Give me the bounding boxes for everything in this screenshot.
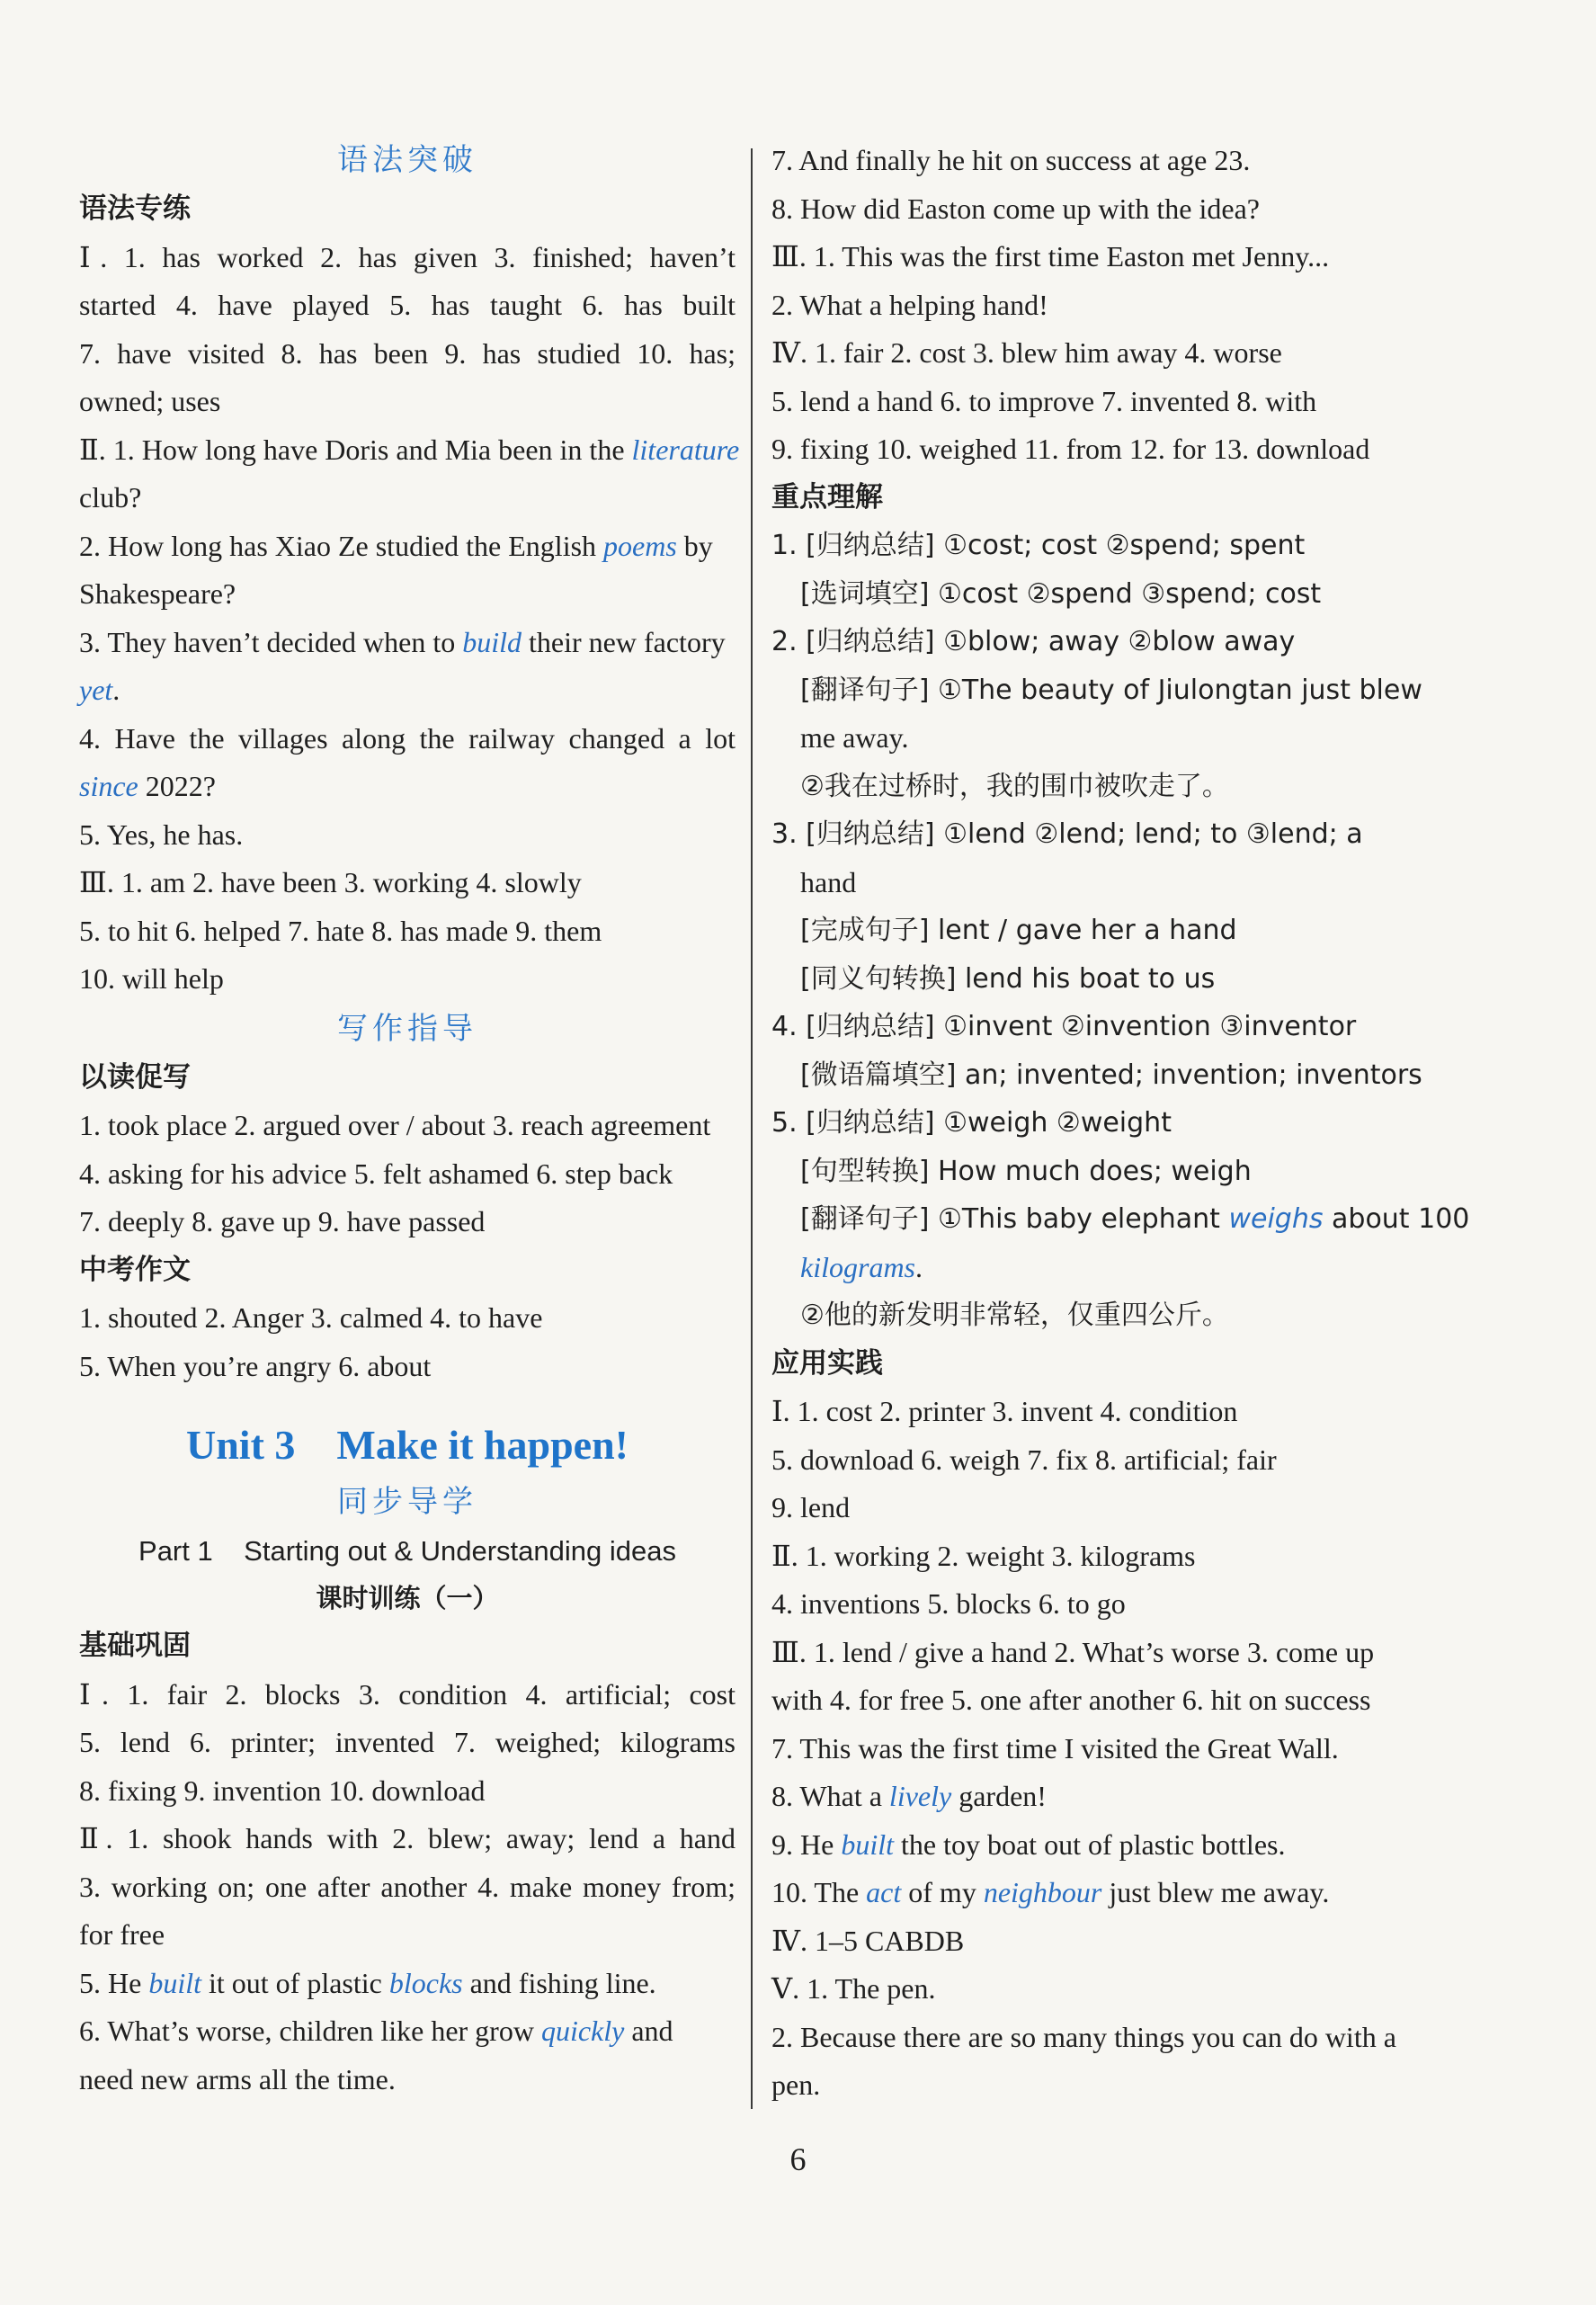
answer-line: [同义句转换] lend his boat to us: [800, 962, 1216, 995]
answer-line: Ⅰ. 1. fair 2. blocks 3. condition 4. artificial; cost: [79, 1677, 736, 1711]
answer-line: 5. download 6. weigh 7. fix 8. artificial; fair: [771, 1443, 1277, 1476]
heading-basic: 基础巩固: [79, 1630, 191, 1662]
unit-title: Unit 3 Make it happen!: [186, 1422, 629, 1468]
answer-line: [选词填空] ①cost ②spend ③spend; cost: [800, 577, 1322, 610]
answer-line: 4. asking for his advice 5. felt ashamed 6. step back: [79, 1157, 673, 1190]
text-fragment: about 100: [1332, 1203, 1470, 1235]
answer-line: owned; uses: [79, 385, 221, 417]
answer-line: 5. to hit 6. helped 7. hate 8. has made 9. them: [79, 914, 602, 947]
answer-line: for free: [79, 1918, 165, 1951]
answer-line: [771, 1244, 1428, 1292]
text-fragment: .: [112, 674, 120, 706]
answer-line: 8. fixing 9. invention 10. download: [79, 1773, 486, 1807]
answer-line: 9. lend: [771, 1491, 851, 1523]
answer-line: 3. working on; one after another 4. make money from;: [79, 1870, 736, 1903]
heading-read-to-write: 以读促写: [79, 1060, 191, 1094]
text-fragment: 10. The: [771, 1876, 860, 1908]
keyword: build: [462, 625, 522, 658]
answer-line: 1. took place 2. argued over / about 3. reach agreement: [79, 1109, 711, 1141]
answer-line: 9. fixing 10. weighed 11. from 12. for 13. download: [771, 433, 1370, 465]
section-title-writing: 写作指导: [337, 1010, 477, 1047]
answer-line: [79, 666, 736, 715]
heading-key-points: 重点理解: [771, 480, 883, 514]
answer-line: Ⅳ. 1–5 CABDB: [771, 1924, 965, 1957]
keyword: act: [866, 1876, 902, 1908]
text-fragment: and fishing line.: [469, 1966, 656, 1999]
heading-grammar-drill: 语法专练: [79, 192, 191, 225]
text-fragment: 8. What a: [771, 1780, 882, 1812]
answer-line: 5. When you’re angry 6. about: [79, 1349, 432, 1382]
answer-line: 1. [归纳总结] ①cost; cost ②spend; spent: [771, 530, 1306, 561]
answer-line: 1. shouted 2. Anger 3. calmed 4. to have: [79, 1301, 543, 1334]
keyword: weighs: [1228, 1203, 1324, 1235]
text-fragment: their new factory: [529, 625, 726, 658]
left-column: [79, 135, 740, 2104]
answer-line: Shakespeare?: [79, 577, 236, 610]
answer-line: 8. How did Easton come up with the idea?: [771, 192, 1260, 225]
text-fragment: of my: [908, 1876, 976, 1908]
answer-line: Ⅱ. 1. shook hands with 2. blew; away; lend a hand: [79, 1822, 736, 1854]
text-fragment: 2022?: [145, 770, 216, 802]
keyword: yet: [79, 674, 113, 706]
keyword: quickly: [540, 2015, 625, 2047]
section-title-grammar: 语法突破: [337, 142, 477, 178]
keyword: built: [148, 1966, 201, 1999]
answer-line: 4. Have the villages along the railway changed a lot: [79, 721, 736, 755]
text-fragment: 3. They haven’t decided when to: [79, 625, 456, 658]
answer-line: 7. have visited 8. has been 9. has studied 10. has;: [79, 336, 736, 370]
text-fragment: by: [683, 529, 713, 562]
answer-line: pen.: [771, 2068, 821, 2101]
unit-subtitle: 同步导学: [337, 1484, 477, 1520]
answer-line: 4. inventions 5. blocks 6. to go: [771, 1587, 1126, 1620]
answer-line: with 4. for free 5. one after another 6. hit on success: [771, 1684, 1371, 1716]
keyword: since: [79, 770, 138, 802]
lesson-title: 课时训练（一）: [316, 1583, 499, 1613]
answer-line: [79, 763, 736, 811]
answer-line: 5. [归纳总结] ①weigh ②weight: [771, 1107, 1172, 1139]
heading-application: 应用实践: [771, 1346, 883, 1380]
answer-line: 7. And finally he hit on success at age 23.: [771, 144, 1251, 176]
answer-line: hand: [800, 865, 857, 898]
answer-line: [完成句子] lent / gave her a hand: [800, 915, 1237, 946]
keyword: literature: [631, 433, 740, 466]
answer-line: Ⅰ. 1. cost 2. printer 3. invent 4. condition: [771, 1395, 1238, 1427]
keyword: neighbour: [983, 1876, 1102, 1908]
answer-line: ②他的新发明非常轻，仅重四公斤。: [800, 1300, 1229, 1331]
answer-line: club?: [79, 481, 142, 514]
text-fragment: the toy boat out of plastic bottles.: [900, 1827, 1286, 1861]
answer-line: 10. will help: [79, 962, 224, 995]
answer-line: 5. lend 6. printer; invented 7. weighed; kilograms: [79, 1726, 736, 1758]
answer-line: Ⅲ. 1. am 2. have been 3. working 4. slowly: [79, 866, 582, 898]
answer-line: [79, 426, 740, 475]
answer-line: [79, 1960, 736, 2008]
text-fragment: 2. How long has Xiao Ze studied the English: [79, 529, 597, 562]
text-fragment: 5. He: [79, 1966, 142, 1999]
keyword: built: [841, 1827, 894, 1861]
text-fragment: and: [631, 2015, 673, 2047]
answer-line: Ⅴ. 1. The pen.: [771, 1972, 936, 2005]
answer-line: 5. lend a hand 6. to improve 7. invented 8. with: [771, 384, 1317, 417]
part-title: Part 1 Starting out & Understanding ideas: [138, 1535, 676, 1567]
answer-line: 3. [归纳总结] ①lend ②lend; lend; to ③lend; a: [771, 818, 1363, 850]
answer-line: [翻译句子] ①The beauty of Jiulongtan just blew: [800, 674, 1422, 706]
answer-line: [79, 523, 736, 571]
answer-line: Ⅱ. 1. working 2. weight 3. kilograms: [771, 1539, 1196, 1572]
answer-line: [771, 1869, 1428, 1917]
answer-line: [句型转换] How much does; weigh: [800, 1155, 1252, 1187]
page-number: 6: [789, 2141, 807, 2177]
answer-line: [微语篇填空] an; invented; invention; inventors: [800, 1059, 1422, 1091]
answer-line: [771, 1195, 1470, 1244]
keyword: blocks: [388, 1966, 463, 1999]
keyword: lively: [888, 1780, 952, 1812]
answer-line: [771, 1773, 1428, 1821]
text-fragment: Ⅱ. 1. How long have Doris and Mia been in the: [79, 433, 625, 466]
answer-line: 2. Because there are so many things you can do with a: [771, 2020, 1396, 2053]
text-fragment: just blew me away.: [1109, 1876, 1330, 1908]
answer-line: [79, 2007, 736, 2056]
answer-line: started 4. have played 5. has taught 6. has built: [79, 289, 736, 321]
answer-line: [771, 1821, 1428, 1870]
answer-line: need new arms all the time.: [79, 2062, 396, 2095]
answer-line: Ⅳ. 1. fair 2. cost 3. blew him away 4. worse: [771, 336, 1282, 369]
right-column: [771, 137, 1470, 2110]
text-fragment: 9. He: [771, 1827, 834, 1861]
answer-line: Ⅰ. 1. has worked 2. has given 3. finished; haven’t: [79, 240, 736, 273]
answer-line: 7. deeply 8. gave up 9. have passed: [79, 1205, 486, 1237]
answer-line: 5. Yes, he has.: [79, 817, 244, 851]
keyword: poems: [603, 529, 677, 562]
answer-line: [79, 619, 736, 667]
text-fragment: it out of plastic: [208, 1966, 382, 1999]
keyword: kilograms: [800, 1250, 915, 1283]
answer-line: 4. [归纳总结] ①invent ②invention ③inventor: [771, 1011, 1357, 1042]
answer-line: Ⅲ. 1. This was the first time Easton met Jenny...: [771, 240, 1330, 272]
answer-line: ②我在过桥时，我的围巾被吹走了。: [800, 770, 1229, 802]
answer-line: 2. [归纳总结] ①blow; away ②blow away: [771, 626, 1296, 657]
answer-line: Ⅲ. 1. lend / give a hand 2. What’s worse 3. come up: [771, 1635, 1375, 1668]
heading-exam-writing: 中考作文: [79, 1253, 191, 1286]
text-fragment: garden!: [958, 1780, 1047, 1812]
text-fragment: .: [915, 1250, 923, 1283]
answer-line: 2. What a helping hand!: [771, 288, 1048, 321]
column-divider: [751, 148, 753, 2109]
text-fragment: [翻译句子] ①This baby elephant: [800, 1203, 1220, 1235]
answer-line: 7. This was the first time I visited the Great Wall.: [771, 1731, 1339, 1764]
text-fragment: 6. What’s worse, children like her grow: [79, 2015, 534, 2047]
answer-line: me away.: [800, 721, 909, 754]
